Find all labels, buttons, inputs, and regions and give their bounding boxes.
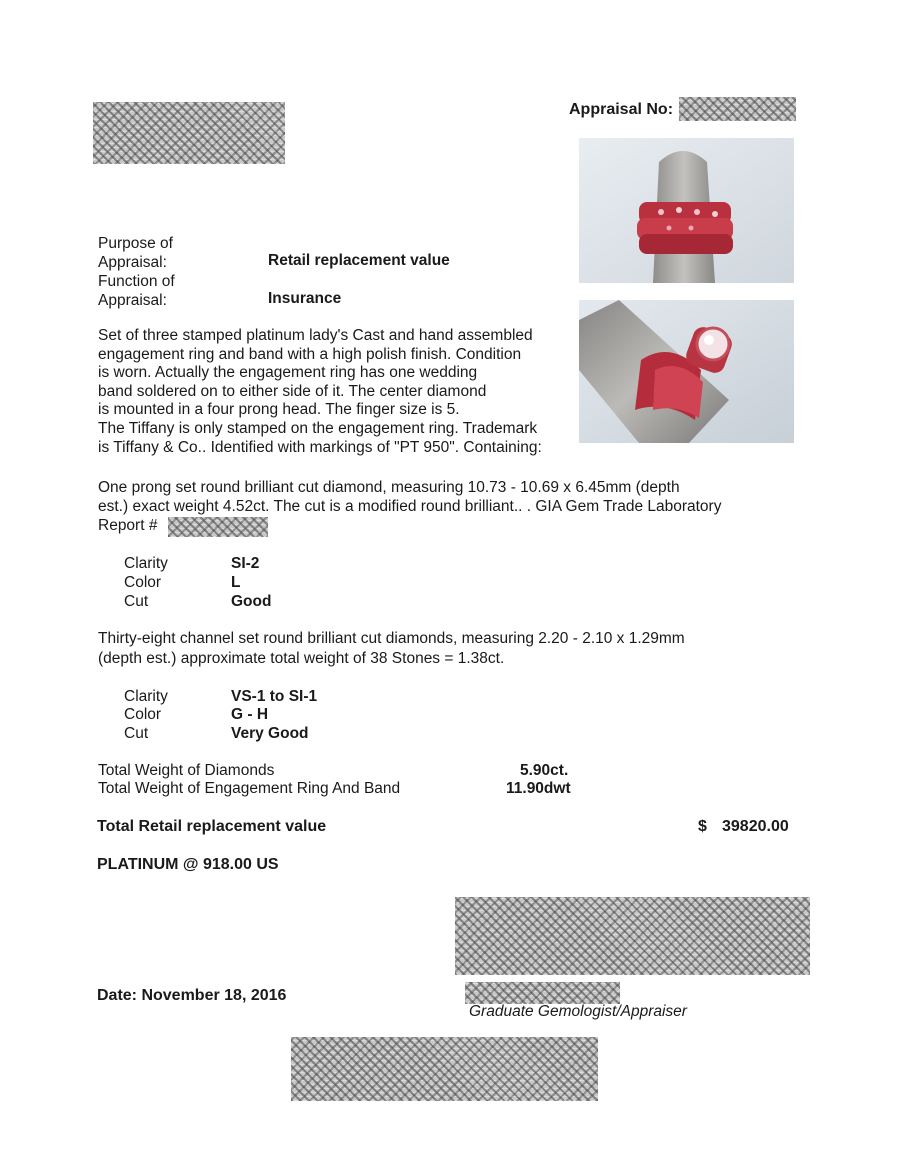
center-color-value: L bbox=[231, 574, 241, 591]
ring-photo-bottom-image bbox=[579, 300, 794, 443]
appraiser-title: Graduate Gemologist/Appraiser bbox=[469, 1003, 687, 1020]
channel-clarity-label: Clarity bbox=[124, 688, 168, 705]
purpose-value: Retail replacement value bbox=[268, 252, 450, 269]
retail-value-label: Total Retail replacement value bbox=[97, 818, 327, 835]
center-diamond-line-3: Report # bbox=[98, 517, 158, 534]
ring-photo-top-image bbox=[579, 138, 794, 283]
channel-diamonds-line-2: (depth est.) approximate total weight of 38 Stones = 1.38ct. bbox=[98, 650, 505, 667]
total-diamonds-value: 5.90ct. bbox=[520, 762, 569, 779]
business-address-redacted bbox=[93, 102, 285, 164]
purpose-label: Purpose of Appraisal: bbox=[98, 235, 173, 271]
center-clarity-value: SI-2 bbox=[231, 555, 260, 572]
center-cut-label: Cut bbox=[124, 593, 149, 610]
channel-color-value: G - H bbox=[231, 706, 269, 723]
channel-color-label: Color bbox=[124, 706, 162, 723]
channel-diamonds-line-1: Thirty-eight channel set round brilliant cut diamonds, measuring 2.20 - 2.10 x 1.29mm bbox=[98, 630, 685, 647]
total-diamonds-label: Total Weight of Diamonds bbox=[98, 762, 275, 779]
gia-report-number-redacted bbox=[168, 517, 268, 537]
ring-photo-top bbox=[579, 138, 794, 283]
center-diamond-line-1: One prong set round brilliant cut diamond, measuring 10.73 - 10.69 x 6.45mm (depth bbox=[98, 479, 680, 496]
footer-address-redacted bbox=[291, 1037, 598, 1101]
channel-cut-label: Cut bbox=[124, 725, 149, 742]
total-ring-value: 11.90dwt bbox=[506, 780, 571, 797]
appraiser-name-redacted bbox=[465, 982, 620, 1004]
ring-photo-bottom bbox=[579, 300, 794, 443]
center-color-label: Color bbox=[124, 574, 162, 591]
function-value: Insurance bbox=[268, 290, 342, 307]
total-ring-label: Total Weight of Engagement Ring And Band bbox=[98, 780, 401, 797]
appraisal-no-redacted bbox=[679, 97, 796, 121]
appraisal-date: Date: November 18, 2016 bbox=[97, 987, 287, 1004]
platinum-price: PLATINUM @ 918.00 US bbox=[97, 856, 279, 873]
signature-redacted bbox=[455, 897, 810, 975]
center-clarity-label: Clarity bbox=[124, 555, 168, 572]
retail-currency: $ bbox=[698, 818, 707, 835]
appraisal-no-label: Appraisal No: bbox=[569, 101, 674, 118]
retail-amount: 39820.00 bbox=[722, 818, 789, 835]
channel-clarity-value: VS-1 to SI-1 bbox=[231, 688, 318, 705]
channel-cut-value: Very Good bbox=[231, 725, 309, 742]
ring-description: Set of three stamped platinum lady's Cast and hand assembled engagement ring and band with a high polish finish. Condition is worn. Actually the engagement ring has one wedding band soldered on to either side of it. The center diamond is mounted in a four prong head. The finger size is 5. The Tiffany is only stamped on the engagement ring. Trademark is Tiffany & Co.. Identified with markings of "PT 950". Containing: bbox=[98, 327, 542, 456]
center-cut-value: Good bbox=[231, 593, 272, 610]
function-label: Function of Appraisal: bbox=[98, 273, 175, 309]
center-diamond-line-2: est.) exact weight 4.52ct. The cut is a modified round brilliant.. . GIA Gem Trade Laboratory bbox=[98, 498, 722, 515]
